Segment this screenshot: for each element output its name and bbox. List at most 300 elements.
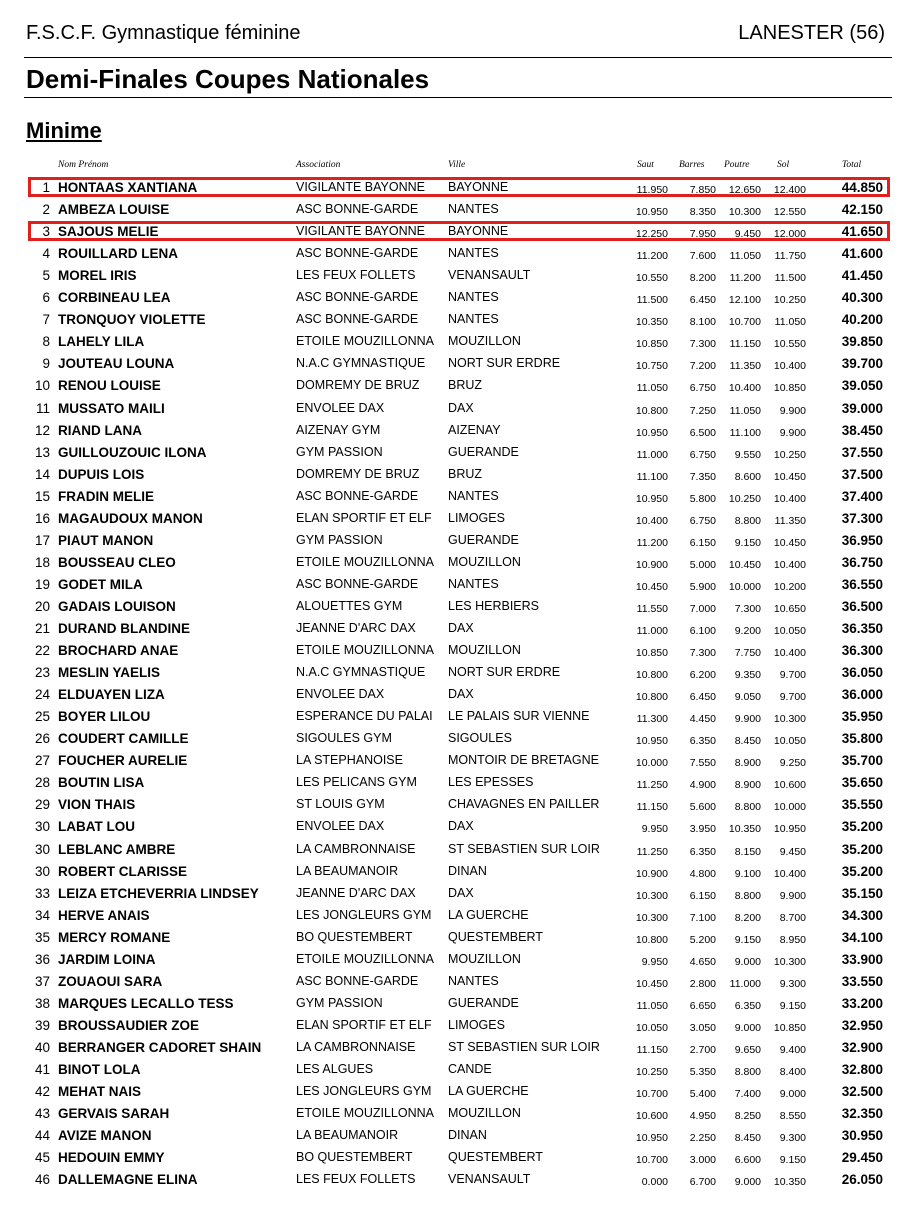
saut-score: 10.950 xyxy=(635,1132,668,1145)
barres-score: 2.700 xyxy=(689,1043,716,1056)
name-cell: LABAT LOU xyxy=(58,819,135,835)
col-header-poutre: Poutre xyxy=(724,160,750,170)
sol-score: 9.900 xyxy=(779,426,806,439)
ville-cell: NANTES xyxy=(448,576,499,591)
association-cell: LES ALGUES xyxy=(296,1062,374,1076)
rank-cell: 12 xyxy=(34,422,50,438)
table-row xyxy=(0,862,921,884)
table-row xyxy=(0,972,921,994)
saut-score: 11.150 xyxy=(636,1043,668,1056)
ville-cell: NANTES xyxy=(448,973,499,988)
poutre-score: 8.800 xyxy=(734,514,761,527)
ville-cell: LE PALAIS SUR VIENNE xyxy=(448,709,590,724)
barres-score: 8.200 xyxy=(689,272,716,285)
ville-cell: MOUZILLON xyxy=(448,643,521,658)
name-cell: MEHAT NAIS xyxy=(58,1084,141,1100)
poutre-score: 9.450 xyxy=(734,228,761,241)
name-cell: GERVAIS SARAH xyxy=(58,1106,170,1122)
ville-cell: DAX xyxy=(448,400,474,415)
saut-score: 10.950 xyxy=(635,426,668,439)
ville-cell: AIZENAY xyxy=(448,422,501,437)
total-score: 26.050 xyxy=(841,1172,883,1188)
table-row xyxy=(0,487,921,509)
poutre-score: 9.150 xyxy=(734,536,761,549)
sol-score: 10.600 xyxy=(773,779,806,792)
sol-score: 8.550 xyxy=(779,1110,806,1123)
association-cell: ALOUETTES GYM xyxy=(296,598,403,613)
poutre-score: 8.800 xyxy=(734,1066,761,1078)
sol-score: 8.950 xyxy=(779,933,806,946)
saut-score: 10.450 xyxy=(635,977,668,990)
saut-score: 11.000 xyxy=(636,448,668,461)
poutre-score: 8.250 xyxy=(734,1110,761,1123)
total-score: 35.150 xyxy=(841,885,883,901)
col-header-total: Total xyxy=(842,160,862,170)
total-score: 36.350 xyxy=(841,621,883,636)
saut-score: 11.300 xyxy=(636,713,668,726)
name-cell: ROUILLARD LENA xyxy=(58,246,178,262)
total-score: 40.300 xyxy=(841,290,883,306)
total-score: 41.600 xyxy=(841,246,883,262)
saut-score: 10.750 xyxy=(635,360,668,373)
association-cell: ASC BONNE-GARDE xyxy=(296,290,419,305)
name-cell: SAJOUS MELIE xyxy=(58,224,159,240)
barres-score: 6.750 xyxy=(689,514,716,527)
poutre-score: 12.100 xyxy=(728,294,761,307)
sol-score: 10.400 xyxy=(773,558,806,571)
poutre-score: 8.900 xyxy=(734,779,761,792)
table-row xyxy=(0,1104,921,1126)
ville-cell: MOUZILLON xyxy=(448,334,521,349)
association-cell: ASC BONNE-GARDE xyxy=(296,246,419,261)
association-cell: GYM PASSION xyxy=(296,444,383,459)
name-cell: GUILLOUZOUIC ILONA xyxy=(58,444,207,460)
saut-score: 10.850 xyxy=(635,338,668,351)
sol-score: 9.450 xyxy=(779,845,806,858)
poutre-score: 11.150 xyxy=(729,338,761,351)
poutre-score: 7.750 xyxy=(734,647,761,660)
rank-cell: 1 xyxy=(42,180,50,195)
sol-score: 10.050 xyxy=(773,625,806,637)
rank-cell: 17 xyxy=(34,532,50,548)
sol-score: 10.250 xyxy=(773,448,806,461)
sol-score: 10.350 xyxy=(773,1176,806,1189)
barres-score: 5.350 xyxy=(689,1066,716,1078)
ville-cell: CANDE xyxy=(448,1062,492,1076)
ville-cell: MONTOIR DE BRETAGNE xyxy=(448,753,599,768)
sol-score: 10.650 xyxy=(773,602,806,615)
ville-cell: MOUZILLON xyxy=(448,1106,521,1121)
total-score: 35.200 xyxy=(841,841,883,857)
rank-cell: 45 xyxy=(34,1150,50,1166)
name-cell: VION THAIS xyxy=(58,797,136,813)
association-cell: ETOILE MOUZILLONNA xyxy=(296,951,434,966)
ville-cell: NANTES xyxy=(448,312,499,327)
total-score: 39.700 xyxy=(841,356,883,372)
sol-score: 10.550 xyxy=(773,338,806,351)
sol-score: 10.050 xyxy=(773,735,806,748)
barres-score: 7.000 xyxy=(689,602,716,615)
rank-cell: 6 xyxy=(42,290,50,306)
table-row xyxy=(0,641,921,663)
table-row xyxy=(0,1038,921,1060)
saut-score: 11.000 xyxy=(636,625,668,637)
rank-cell: 18 xyxy=(34,554,50,570)
association-cell: ST LOUIS GYM xyxy=(296,797,385,812)
name-cell: LEBLANC AMBRE xyxy=(58,841,176,857)
ville-cell: LES EPESSES xyxy=(448,775,534,790)
highlight-box xyxy=(28,221,890,241)
total-score: 35.550 xyxy=(841,797,883,813)
association-cell: LES FEUX FOLLETS xyxy=(296,1172,416,1187)
poutre-score: 8.150 xyxy=(734,845,761,858)
name-cell: MERCY ROMANE xyxy=(58,929,171,945)
table-row xyxy=(0,817,921,839)
barres-score: 7.200 xyxy=(689,360,716,373)
sol-score: 9.250 xyxy=(779,757,806,770)
poutre-score: 9.650 xyxy=(734,1043,761,1056)
barres-score: 8.100 xyxy=(689,316,716,329)
poutre-score: 11.000 xyxy=(729,977,761,990)
rank-cell: 5 xyxy=(42,268,50,284)
total-score: 39.850 xyxy=(841,334,883,350)
rank-cell: 2 xyxy=(42,202,50,218)
name-cell: MOREL IRIS xyxy=(58,268,137,284)
ville-cell: BRUZ xyxy=(448,466,483,481)
sol-score: 10.300 xyxy=(773,955,806,968)
total-score: 35.200 xyxy=(841,819,883,835)
association-cell: BO QUESTEMBERT xyxy=(296,929,413,944)
ville-cell: ST SEBASTIEN SUR LOIR xyxy=(448,841,600,856)
ville-cell: DAX xyxy=(448,885,474,900)
association-cell: ELAN SPORTIF ET ELF xyxy=(296,510,432,525)
association-cell: GYM PASSION xyxy=(296,532,383,547)
poutre-score: 7.300 xyxy=(734,602,761,615)
col-header-ville: Ville xyxy=(448,160,466,170)
table-row xyxy=(0,531,921,553)
poutre-score: 8.200 xyxy=(734,911,761,924)
poutre-score: 10.300 xyxy=(728,206,761,219)
barres-score: 3.950 xyxy=(689,823,716,836)
table-row xyxy=(0,266,921,288)
poutre-score: 11.050 xyxy=(729,250,761,263)
poutre-score: 9.350 xyxy=(734,669,761,682)
ville-cell: VENANSAULT xyxy=(448,268,531,283)
barres-score: 3.050 xyxy=(689,1021,716,1034)
name-cell: AVIZE MANON xyxy=(58,1128,152,1144)
table-row xyxy=(0,1060,921,1082)
rank-cell: 8 xyxy=(42,334,50,350)
table-row xyxy=(0,840,921,862)
association-cell: ETOILE MOUZILLONNA xyxy=(296,334,434,349)
barres-score: 5.200 xyxy=(689,933,716,946)
barres-score: 6.500 xyxy=(689,426,716,439)
barres-score: 4.650 xyxy=(689,955,716,968)
barres-score: 6.700 xyxy=(689,1176,716,1189)
sol-score: 10.400 xyxy=(773,867,806,880)
barres-score: 7.300 xyxy=(689,338,716,351)
ville-cell: SIGOULES xyxy=(448,731,512,746)
total-score: 39.000 xyxy=(841,400,883,416)
rank-cell: 34 xyxy=(34,907,50,923)
col-header-barres: Barres xyxy=(679,160,705,170)
col-header-association: Association xyxy=(296,160,341,170)
table-row xyxy=(0,619,921,641)
association-cell: SIGOULES GYM xyxy=(296,731,392,746)
table-row xyxy=(0,509,921,531)
saut-score: 10.900 xyxy=(635,558,668,571)
sol-score: 10.200 xyxy=(773,580,806,593)
sol-score: 10.250 xyxy=(773,294,806,307)
total-score: 30.950 xyxy=(841,1128,883,1144)
poutre-score: 9.550 xyxy=(734,448,761,461)
total-score: 34.100 xyxy=(841,929,883,945)
poutre-score: 8.450 xyxy=(734,1132,761,1145)
barres-score: 6.750 xyxy=(689,448,716,461)
rank-cell: 44 xyxy=(34,1128,50,1144)
sol-score: 11.050 xyxy=(774,316,806,329)
poutre-score: 8.800 xyxy=(734,889,761,902)
rank-cell: 19 xyxy=(34,576,50,592)
barres-score: 6.150 xyxy=(689,536,716,549)
barres-score: 7.600 xyxy=(689,250,716,263)
col-header-sol: Sol xyxy=(777,160,790,170)
rank-cell: 25 xyxy=(34,709,50,725)
ville-cell: DINAN xyxy=(448,1128,487,1143)
table-row xyxy=(0,773,921,795)
name-cell: JOUTEAU LOUNA xyxy=(58,356,175,372)
rank-cell: 38 xyxy=(34,995,50,1011)
total-score: 36.000 xyxy=(841,687,883,703)
poutre-score: 9.100 xyxy=(734,867,761,880)
table-row xyxy=(0,575,921,597)
association-cell: LA CAMBRONNAISE xyxy=(296,841,416,856)
saut-score: 11.950 xyxy=(636,184,668,196)
poutre-score: 10.450 xyxy=(728,558,761,571)
ville-cell: DAX xyxy=(448,621,474,635)
rank-cell: 11 xyxy=(35,400,50,416)
poutre-score: 9.900 xyxy=(734,713,761,726)
rank-cell: 15 xyxy=(34,488,50,504)
total-score: 32.800 xyxy=(841,1062,883,1077)
name-cell: BINOT LOLA xyxy=(58,1062,141,1077)
ville-cell: BAYONNE xyxy=(448,180,509,194)
association-cell: LA STEPHANOISE xyxy=(296,753,403,768)
table-row xyxy=(0,729,921,751)
sol-score: 12.000 xyxy=(773,228,806,241)
association-cell: LA BEAUMANOIR xyxy=(296,1128,399,1143)
rank-cell: 20 xyxy=(34,598,50,614)
rank-cell: 23 xyxy=(34,665,50,681)
total-score: 32.950 xyxy=(841,1017,883,1033)
sol-score: 10.400 xyxy=(773,360,806,373)
barres-score: 7.850 xyxy=(689,184,716,196)
saut-score: 10.800 xyxy=(635,691,668,704)
page-title: Demi-Finales Coupes Nationales xyxy=(26,64,430,94)
association-cell: LES JONGLEURS GYM xyxy=(296,907,432,922)
name-cell: COUDERT CAMILLE xyxy=(58,731,189,747)
table-row xyxy=(0,244,921,266)
barres-score: 4.900 xyxy=(689,779,716,792)
total-score: 39.050 xyxy=(841,378,883,394)
total-score: 36.300 xyxy=(841,643,883,659)
association-cell: DOMREMY DE BRUZ xyxy=(296,466,420,481)
saut-score: 10.050 xyxy=(635,1021,668,1034)
rank-cell: 43 xyxy=(34,1106,50,1122)
name-cell: ELDUAYEN LIZA xyxy=(58,687,165,703)
sol-score: 11.500 xyxy=(774,272,806,285)
total-score: 35.700 xyxy=(841,753,883,769)
association-cell: ETOILE MOUZILLONNA xyxy=(296,643,434,658)
poutre-score: 11.350 xyxy=(729,360,761,373)
sol-score: 10.000 xyxy=(773,801,806,814)
poutre-score: 12.650 xyxy=(728,184,761,196)
name-cell: ROBERT CLARISSE xyxy=(58,863,188,879)
name-cell: BOUSSEAU CLEO xyxy=(58,554,176,570)
association-cell: VIGILANTE BAYONNE xyxy=(296,180,425,194)
name-cell: RENOU LOUISE xyxy=(58,378,161,394)
ville-cell: QUESTEMBERT xyxy=(448,1150,543,1165)
sol-score: 9.300 xyxy=(779,1132,806,1145)
total-score: 40.200 xyxy=(841,312,883,328)
name-cell: ZOUAOUI SARA xyxy=(58,973,163,989)
association-cell: LA CAMBRONNAISE xyxy=(296,1039,416,1054)
sol-score: 10.950 xyxy=(773,823,806,836)
total-score: 44.850 xyxy=(841,180,883,195)
total-score: 29.450 xyxy=(841,1150,883,1166)
total-score: 35.800 xyxy=(841,731,883,747)
name-cell: RIAND LANA xyxy=(58,422,142,438)
rank-cell: 41 xyxy=(34,1062,50,1077)
rank-cell: 42 xyxy=(34,1084,50,1100)
table-row xyxy=(0,421,921,443)
name-cell: LEIZA ETCHEVERRIA LINDSEY xyxy=(58,885,259,901)
rank-cell: 30 xyxy=(34,863,50,879)
sol-score: 9.700 xyxy=(779,669,806,682)
col-header-name: Nom Prénom xyxy=(58,160,109,170)
table-row xyxy=(0,553,921,575)
sol-score: 10.450 xyxy=(773,470,806,483)
table-row xyxy=(0,1126,921,1148)
total-score: 32.900 xyxy=(841,1039,883,1055)
name-cell: DALLEMAGNE ELINA xyxy=(58,1172,198,1188)
saut-score: 10.950 xyxy=(635,492,668,505)
saut-score: 0.000 xyxy=(641,1176,668,1189)
ville-cell: BRUZ xyxy=(448,378,483,393)
total-score: 36.500 xyxy=(841,598,883,614)
association-cell: N.A.C GYMNASTIQUE xyxy=(296,665,426,680)
total-score: 42.150 xyxy=(841,202,883,218)
barres-score: 3.000 xyxy=(689,1154,716,1167)
association-cell: JEANNE D'ARC DAX xyxy=(296,621,416,635)
table-row xyxy=(0,663,921,685)
total-score: 37.500 xyxy=(841,466,883,482)
table-row xyxy=(0,354,921,376)
association-cell: ASC BONNE-GARDE xyxy=(296,202,419,217)
barres-score: 6.150 xyxy=(689,889,716,902)
rank-cell: 39 xyxy=(34,1017,50,1033)
saut-score: 11.050 xyxy=(636,999,668,1012)
rank-cell: 29 xyxy=(34,797,50,813)
ville-cell: VENANSAULT xyxy=(448,1172,531,1187)
table-row xyxy=(0,332,921,354)
table-row xyxy=(0,443,921,465)
total-score: 37.550 xyxy=(841,444,883,460)
association-cell: ASC BONNE-GARDE xyxy=(296,576,419,591)
rank-cell: 40 xyxy=(34,1039,50,1055)
barres-score: 4.950 xyxy=(689,1110,716,1123)
total-score: 41.650 xyxy=(841,224,883,240)
barres-score: 7.350 xyxy=(689,470,716,483)
saut-score: 11.100 xyxy=(636,470,668,483)
table-row xyxy=(0,310,921,332)
name-cell: FOUCHER AURELIE xyxy=(58,753,188,769)
total-score: 37.300 xyxy=(841,510,883,526)
poutre-score: 9.000 xyxy=(734,1176,761,1189)
total-score: 35.950 xyxy=(841,709,883,725)
total-score: 33.200 xyxy=(841,995,883,1011)
table-row xyxy=(0,751,921,773)
saut-score: 11.050 xyxy=(636,382,668,395)
saut-score: 10.600 xyxy=(635,1110,668,1123)
sol-score: 10.450 xyxy=(773,536,806,549)
ville-cell: GUERANDE xyxy=(448,444,519,459)
association-cell: ENVOLEE DAX xyxy=(296,819,385,834)
sol-score: 9.900 xyxy=(779,889,806,902)
name-cell: CORBINEAU LEA xyxy=(58,290,171,306)
sol-score: 10.850 xyxy=(773,382,806,395)
name-cell: BROCHARD ANAE xyxy=(58,643,179,659)
poutre-score: 8.800 xyxy=(734,801,761,814)
barres-score: 8.350 xyxy=(689,206,716,219)
sol-score: 10.400 xyxy=(773,492,806,505)
name-cell: BERRANGER CADORET SHAIN xyxy=(58,1039,262,1055)
rank-cell: 30 xyxy=(34,819,50,835)
barres-score: 5.400 xyxy=(689,1088,716,1101)
total-score: 36.050 xyxy=(841,665,883,681)
poutre-score: 11.200 xyxy=(729,272,761,285)
ville-cell: LIMOGES xyxy=(448,510,505,525)
ville-cell: QUESTEMBERT xyxy=(448,929,543,944)
total-score: 36.550 xyxy=(841,576,883,592)
saut-score: 10.700 xyxy=(635,1088,668,1101)
saut-score: 11.200 xyxy=(636,536,668,549)
poutre-score: 8.450 xyxy=(734,735,761,748)
saut-score: 11.500 xyxy=(636,294,668,307)
table-row xyxy=(0,994,921,1016)
total-score: 33.900 xyxy=(841,951,883,967)
barres-score: 6.350 xyxy=(689,845,716,858)
barres-score: 6.100 xyxy=(689,625,716,637)
saut-score: 10.350 xyxy=(635,316,668,329)
name-cell: DUPUIS LOIS xyxy=(58,466,145,482)
poutre-score: 9.050 xyxy=(734,691,761,704)
poutre-score: 10.350 xyxy=(728,823,761,836)
saut-score: 11.250 xyxy=(636,779,668,792)
association-cell: JEANNE D'ARC DAX xyxy=(296,885,416,900)
saut-score: 10.850 xyxy=(635,647,668,660)
poutre-score: 10.000 xyxy=(728,580,761,593)
sol-score: 8.400 xyxy=(779,1066,806,1078)
total-score: 34.300 xyxy=(841,907,883,923)
ville-cell: DAX xyxy=(448,819,474,834)
highlight-box xyxy=(28,177,890,197)
barres-score: 7.950 xyxy=(689,228,716,241)
barres-score: 5.600 xyxy=(689,801,716,814)
rank-cell: 7 xyxy=(42,312,50,328)
sol-score: 10.400 xyxy=(773,647,806,660)
rank-cell: 21 xyxy=(34,621,50,636)
